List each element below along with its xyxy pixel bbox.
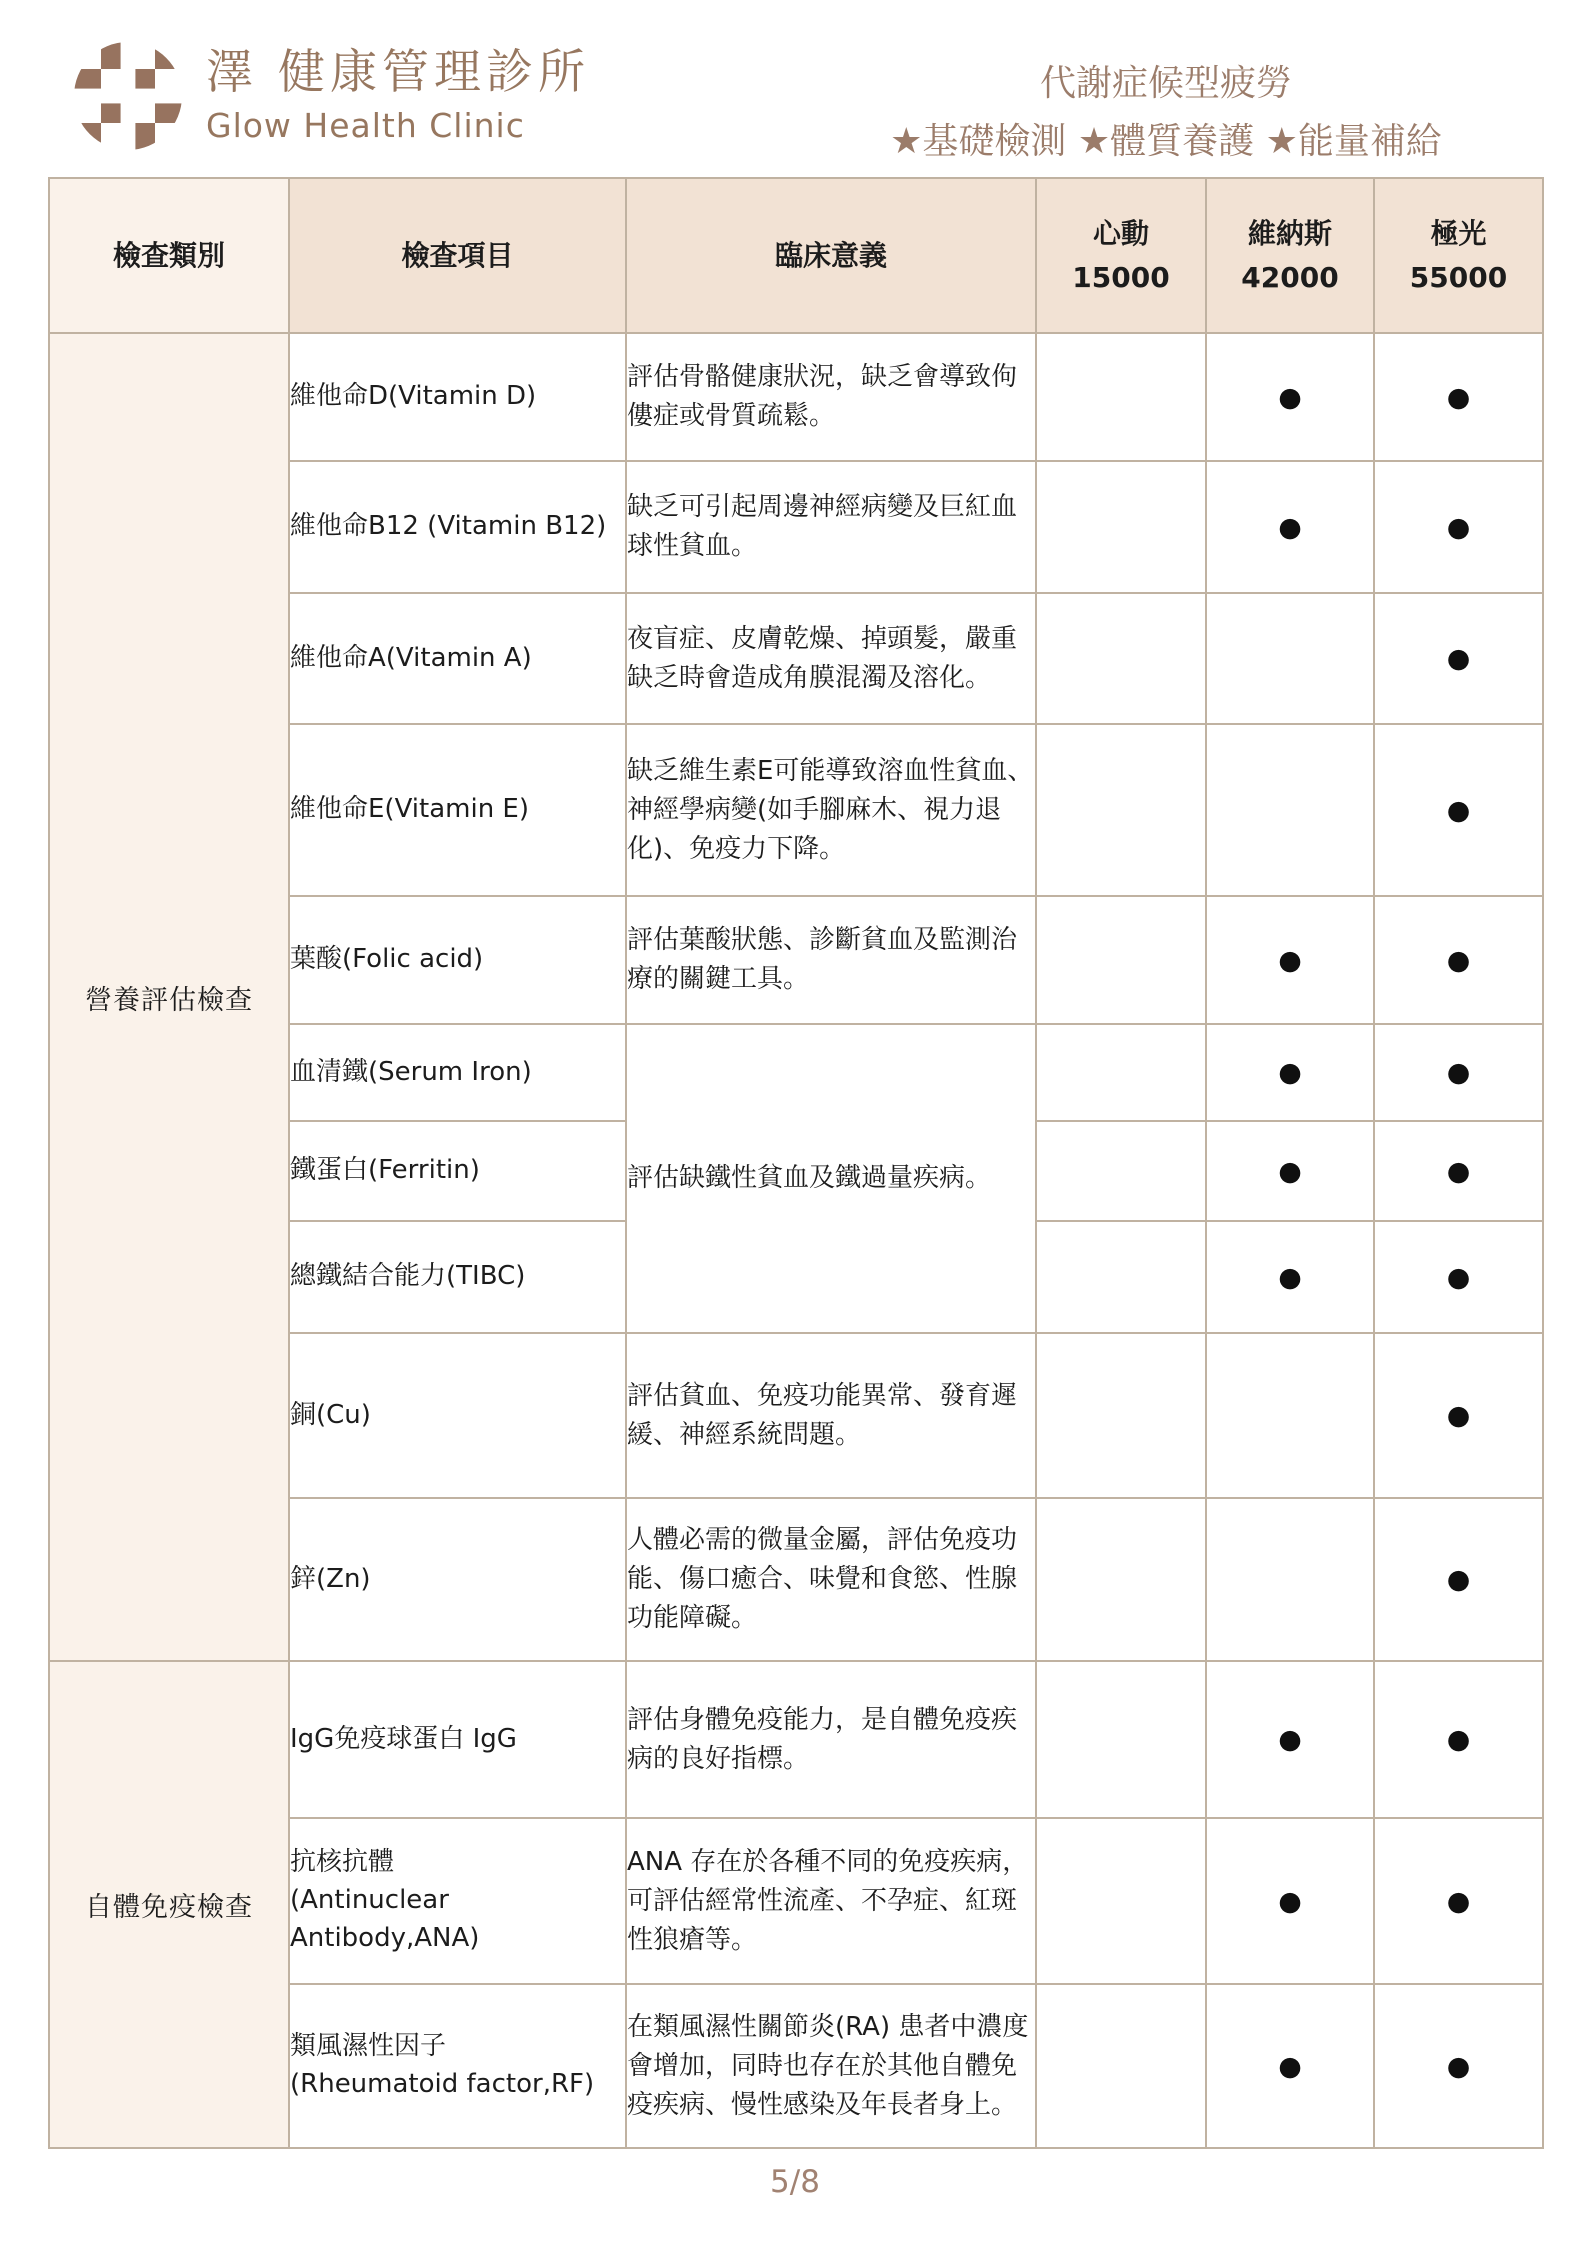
plan-header-venus xyxy=(1206,178,1374,333)
category-cell-nutrition: 營養評估檢查 xyxy=(49,333,289,1661)
dot-icon: ● xyxy=(1278,1885,1302,1917)
dot-icon: ● xyxy=(1278,381,1302,413)
dot-icon: ● xyxy=(1446,944,1471,976)
plan-price: 15000 xyxy=(1072,260,1170,294)
item-name-en: (Rheumatoid factor,RF) xyxy=(290,2069,595,2099)
item-cell: 總鐵結合能力(TIBC) xyxy=(289,1221,626,1333)
clinic-logo-icon xyxy=(74,42,182,150)
item-cell: 維他命A(Vitamin A) xyxy=(289,593,626,724)
meaning-cell-merged: 評估缺鐵性貧血及鐵過量疾病。 xyxy=(626,1024,1036,1333)
plan-name: 心動 xyxy=(1092,217,1149,251)
meaning-cell: 缺乏維生素E可能導致溶血性貧血、神經學病變(如手腳麻木、視力退化)、免疫力下降。 xyxy=(626,724,1036,896)
item-cell: 維他命B12 (Vitamin B12) xyxy=(289,461,626,593)
item-cell: 鐵蛋白(Ferritin) xyxy=(289,1121,626,1221)
dot-icon: ● xyxy=(1446,1155,1471,1187)
meaning-cell: 評估葉酸狀態、診斷貧血及監測治療的關鍵工具。 xyxy=(626,896,1036,1024)
clinic-name: 澤 健康管理診所 xyxy=(206,45,590,101)
meaning-cell: 在類風濕性關節炎(RA) 患者中濃度會增加，同時也存在於其他自體免疫疾病、慢性感染及年長者身上。 xyxy=(626,1984,1036,2148)
table-header-row xyxy=(49,178,1543,333)
meaning-cell: ANA 存在於各種不同的免疫疾病，可評估經常性流產、不孕症、紅斑性狼瘡等。 xyxy=(626,1818,1036,1984)
plan-dot-cell xyxy=(1374,1818,1543,1984)
table-row xyxy=(49,1661,1543,1818)
dot-icon: ● xyxy=(1446,1724,1471,1755)
plan-dot-cell xyxy=(1206,896,1374,1024)
dot-icon: ● xyxy=(1446,2050,1471,2082)
item-name: 抗核抗體 xyxy=(290,1847,395,1878)
plan-dot-cell xyxy=(1036,1121,1206,1221)
plan-dot-cell xyxy=(1374,1024,1543,1121)
plan-dot-cell xyxy=(1374,1221,1543,1333)
dot-icon: ● xyxy=(1446,1564,1471,1595)
plan-dot-cell xyxy=(1374,1984,1543,2148)
dot-icon: ● xyxy=(1278,1057,1302,1088)
item-cell xyxy=(289,1818,626,1984)
category-cell-autoimmune: 自體免疫檢查 xyxy=(49,1661,289,2148)
plan-dot-cell xyxy=(1036,461,1206,593)
plan-dot-cell xyxy=(1206,1984,1374,2148)
plan-dot-cell xyxy=(1206,1333,1374,1498)
item-cell: IgG免疫球蛋白 IgG xyxy=(289,1661,626,1818)
item-cell: 血清鐵(Serum Iron) xyxy=(289,1024,626,1121)
plan-dot-cell xyxy=(1206,593,1374,724)
plan-dot-cell xyxy=(1374,461,1543,593)
column-header-meaning: 臨床意義 xyxy=(626,178,1036,333)
plan-dot-cell xyxy=(1036,1221,1206,1333)
plan-dot-cell xyxy=(1374,724,1543,896)
item-name: 類風濕性因子 xyxy=(290,2031,447,2062)
plan-dot-cell xyxy=(1206,1121,1374,1221)
table-row xyxy=(49,333,1543,461)
clinic-name-en: Glow Health Clinic xyxy=(206,105,525,145)
dot-icon: ● xyxy=(1446,1885,1471,1917)
dot-icon: ● xyxy=(1446,1400,1471,1431)
plan-dot-cell xyxy=(1374,333,1543,461)
plan-dot-cell xyxy=(1206,1661,1374,1818)
meaning-cell: 評估骨骼健康狀況，缺乏會導致佝僂症或骨質疏鬆。 xyxy=(626,333,1036,461)
plan-dot-cell xyxy=(1374,896,1543,1024)
dot-icon: ● xyxy=(1278,1724,1302,1755)
item-cell: 維他命D(Vitamin D) xyxy=(289,333,626,461)
plan-dot-cell xyxy=(1206,1498,1374,1661)
plan-dot-cell xyxy=(1374,1498,1543,1661)
program-header xyxy=(858,55,1474,170)
item-cell: 銅(Cu) xyxy=(289,1333,626,1498)
meaning-cell: 夜盲症、皮膚乾燥、掉頭髮，嚴重缺乏時會造成角膜混濁及溶化。 xyxy=(626,593,1036,724)
plan-header-aurora xyxy=(1374,178,1543,333)
plan-dot-cell xyxy=(1206,1221,1374,1333)
column-header-category: 檢查類別 xyxy=(49,178,289,333)
plan-dot-cell xyxy=(1206,1818,1374,1984)
plan-dot-cell xyxy=(1036,724,1206,896)
dot-icon: ● xyxy=(1278,944,1302,976)
meaning-cell: 人體必需的微量金屬，評估免疫功能、傷口癒合、味覺和食慾、性腺功能障礙。 xyxy=(626,1498,1036,1661)
checkup-table xyxy=(48,177,1544,2149)
brand-header xyxy=(74,42,590,150)
page-number: 5/8 xyxy=(770,2164,820,2200)
dot-icon: ● xyxy=(1446,511,1471,543)
item-cell: 葉酸(Folic acid) xyxy=(289,896,626,1024)
plan-dot-cell xyxy=(1036,1333,1206,1498)
meaning-cell: 缺乏可引起周邊神經病變及巨紅血球性貧血。 xyxy=(626,461,1036,593)
meaning-cell: 評估身體免疫能力，是自體免疫疾病的良好指標。 xyxy=(626,1661,1036,1818)
plan-dot-cell xyxy=(1036,1661,1206,1818)
item-cell: 維他命E(Vitamin E) xyxy=(289,724,626,896)
meaning-cell: 評估貧血、免疫功能異常、發育遲緩、神經系統問題。 xyxy=(626,1333,1036,1498)
clinic-name-block xyxy=(206,47,590,145)
item-cell xyxy=(289,1984,626,2148)
plan-dot-cell xyxy=(1036,1818,1206,1984)
plan-dot-cell xyxy=(1206,724,1374,896)
dot-icon: ● xyxy=(1446,643,1471,674)
plan-dot-cell xyxy=(1206,461,1374,593)
dot-icon: ● xyxy=(1278,1155,1302,1187)
program-features: ★基礎檢測 ★體質養護 ★能量補給 xyxy=(890,120,1442,162)
plan-dot-cell xyxy=(1206,333,1374,461)
plan-dot-cell xyxy=(1206,1024,1374,1121)
plan-dot-cell xyxy=(1036,593,1206,724)
dot-icon: ● xyxy=(1278,511,1302,543)
plan-name: 維納斯 xyxy=(1247,217,1332,251)
plan-dot-cell xyxy=(1374,1121,1543,1221)
plan-dot-cell xyxy=(1036,1024,1206,1121)
plan-dot-cell xyxy=(1036,333,1206,461)
dot-icon: ● xyxy=(1278,2050,1302,2082)
program-title: 代謝症候型疲勞 xyxy=(1039,63,1292,104)
dot-icon: ● xyxy=(1446,794,1471,826)
plan-dot-cell xyxy=(1036,896,1206,1024)
plan-price: 42000 xyxy=(1241,260,1339,294)
dot-icon: ● xyxy=(1446,1261,1471,1293)
plan-header-xindong xyxy=(1036,178,1206,333)
plan-dot-cell xyxy=(1374,1661,1543,1818)
plan-dot-cell xyxy=(1036,1984,1206,2148)
item-cell: 鋅(Zn) xyxy=(289,1498,626,1661)
plan-dot-cell xyxy=(1036,1498,1206,1661)
dot-icon: ● xyxy=(1278,1261,1302,1293)
column-header-item: 檢查項目 xyxy=(289,178,626,333)
item-name-en: (Antinuclear Antibody,ANA) xyxy=(290,1885,480,1953)
plan-dot-cell xyxy=(1374,1333,1543,1498)
plan-price: 55000 xyxy=(1409,260,1508,294)
plan-name: 極光 xyxy=(1430,217,1487,251)
plan-dot-cell xyxy=(1374,593,1543,724)
dot-icon: ● xyxy=(1446,1057,1471,1088)
dot-icon: ● xyxy=(1446,381,1471,413)
